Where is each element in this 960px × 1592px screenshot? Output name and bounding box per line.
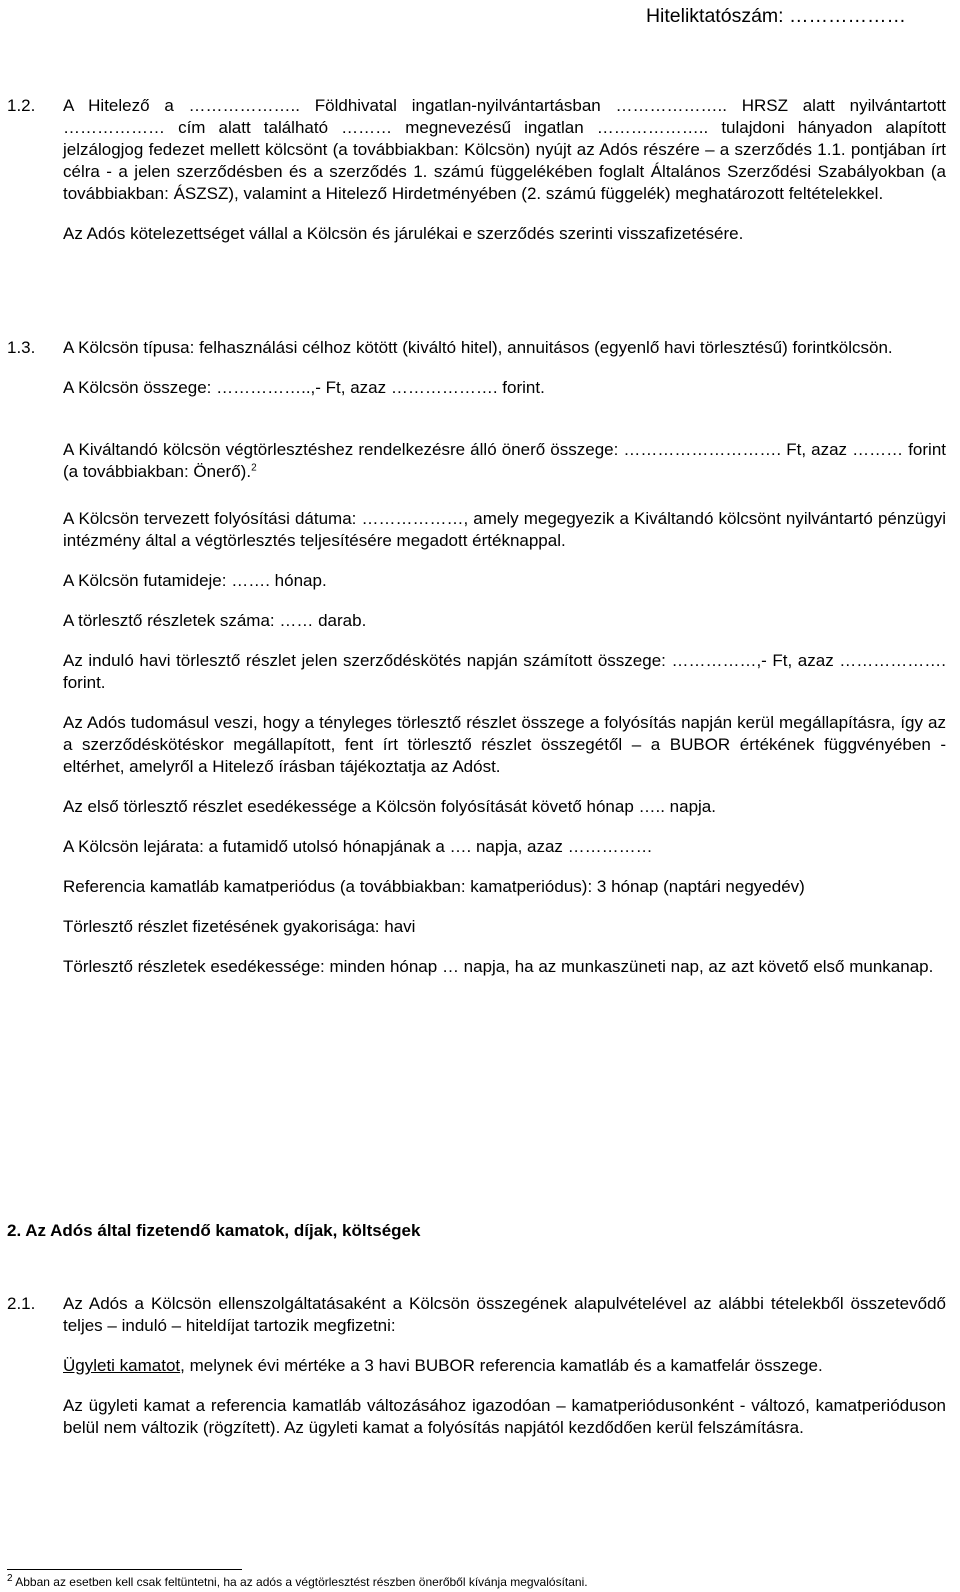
total-fee-paragraph: Az Adós a Kölcsön ellenszolgáltatásaként a Kölcsön összegének alapulvételével az alábbi tételekből összetevődő teljes – induló – hiteldíjat tartozik megfizetni: [63, 1294, 946, 1335]
loan-amount-label: A Kölcsön összege: [63, 378, 217, 397]
interest-term: Ügyleti kamatot [63, 1356, 181, 1375]
disbursement-paragraph: A Kölcsön tervezett folyósítási dátuma: ………………, amely megegyezik a Kiváltandó kölcsönt nyilvántartó pénzügyi intézmény által a végtörlesztés teljesítésére megadott értéknappal. [63, 509, 946, 550]
installments-paragraph [7, 610, 946, 632]
obligation-paragraph: Az Adós kötelezettséget vállal a Kölcsön és járulékai e szerződés szerinti visszafizetésére. [63, 224, 744, 243]
loan-amount-value: ……………..,- Ft, azaz ………………. forint. [216, 378, 545, 397]
footnote-separator [7, 1569, 242, 1570]
loan-amount-paragraph [7, 377, 946, 399]
section-2-heading: 2. Az Adós által fizetendő kamatok, díjak, költségek [7, 1221, 421, 1240]
installments-value: …… darab. [279, 611, 367, 630]
loan-type-paragraph: A Kölcsön típusa: felhasználási célhoz kötött (kiváltó hitel), annuitásos (egyenlő havi törlesztésű) forintkölcsön. [63, 338, 893, 357]
frequency-paragraph: Törlesztő részlet fizetésének gyakorisága: havi [63, 917, 416, 936]
interest-paragraph [7, 1355, 946, 1377]
interest-text: , melynek évi mértéke a 3 havi BUBOR referencia kamatláb és a kamatfelár összege. [180, 1356, 823, 1375]
acknowledgement-paragraph: Az Adós tudomásul veszi, hogy a tényleges törlesztő részlet összege a folyósítás napján kerül megállapításra, így az a szerződéskötéskor megállapított, fent írt törlesztő részlet összegétől – a BUBOR értékének függvényében - eltérhet, amelyről a Hitelező írásban tájékoztatja az Adóst. [63, 713, 946, 776]
section-number: 1.3. [7, 338, 36, 357]
section-1-2 [7, 95, 946, 245]
footnote-reference: 2 [251, 462, 257, 474]
variable-interest-paragraph: Az ügyleti kamat a referencia kamatláb változásához igazodóan – kamatperiódusonként - változó, kamatperióduson belül nem változik (rögzített). Az ügyleti kamat a folyósítás napjától kezdődően kerül felszámításra. [63, 1396, 946, 1437]
initial-installment-value: ……………,- Ft, azaz ………………. forint. [63, 651, 946, 692]
term-value: ……. hónap. [231, 571, 327, 590]
footnote-mark: 2 [7, 1573, 13, 1584]
footnote-text: Abban az esetben kell csak feltüntetni, ha az adós a végtörlesztést részben önerőből kívánja megvalósítani. [15, 1575, 588, 1589]
due-dates-paragraph: Törlesztő részletek esedékessége: minden hónap … napja, ha az munkaszüneti nap, az azt követő első munkanap. [63, 957, 934, 976]
term-paragraph [7, 570, 946, 592]
installments-label: A törlesztő részletek száma: [63, 611, 280, 630]
section-number: 1.2. [7, 96, 36, 115]
section-1-3 [7, 337, 946, 978]
section-2-1 [7, 1293, 946, 1439]
section-number: 2.1. [7, 1294, 36, 1313]
reference-period-paragraph: Referencia kamatláb kamatperiódus (a továbbiakban: kamatperiódus): 3 hónap (naptári negyedév) [63, 877, 805, 896]
footnote [7, 1575, 588, 1589]
own-funds-text: A Kiváltandó kölcsön végtörlesztéshez rendelkezésre álló önerő összege: ………………………. Ft, azaz ……… forint (a továbbiakban: Önerő). [63, 440, 946, 481]
initial-installment-text: Az induló havi törlesztő részlet jelen szerződéskötés napján számított összege: [63, 651, 666, 670]
initial-installment-paragraph [7, 650, 946, 694]
term-label: A Kölcsön futamideje: [63, 571, 232, 590]
maturity-paragraph: A Kölcsön lejárata: a futamidő utolsó hónapjának a …. napja, azaz …………… [63, 837, 653, 856]
loan-reference-number: Hiteliktatószám: ……………… [645, 5, 906, 27]
section-1-2-text: A Hitelező a ……………….. Földhivatal ingatlan-nyilvántartásban ……………….. HRSZ alatt nyilvántartott ……………… cím alatt található ……… megnevezésű ingatlan ……………….. tulajdoni hányadon alapított jelzálogjog fedezet mellett kölcsönt (a továbbiakban: Kölcsön) nyújt az Adós részére – a szerződés 1.1. pontjában írt célra - a jelen szerződésben és a szerződés 1. számú függelékében foglalt Általános Szerződési Szabályokban (a továbbiakban: ÁSZSZ), valamint a Hitelező Hirdetményében (2. számú függelék) meghatározott feltételekkel. [63, 96, 946, 203]
own-funds-paragraph [7, 439, 946, 483]
first-due-paragraph: Az első törlesztő részlet esedékessége a Kölcsön folyósítását követő hónap ….. napja. [63, 797, 716, 816]
